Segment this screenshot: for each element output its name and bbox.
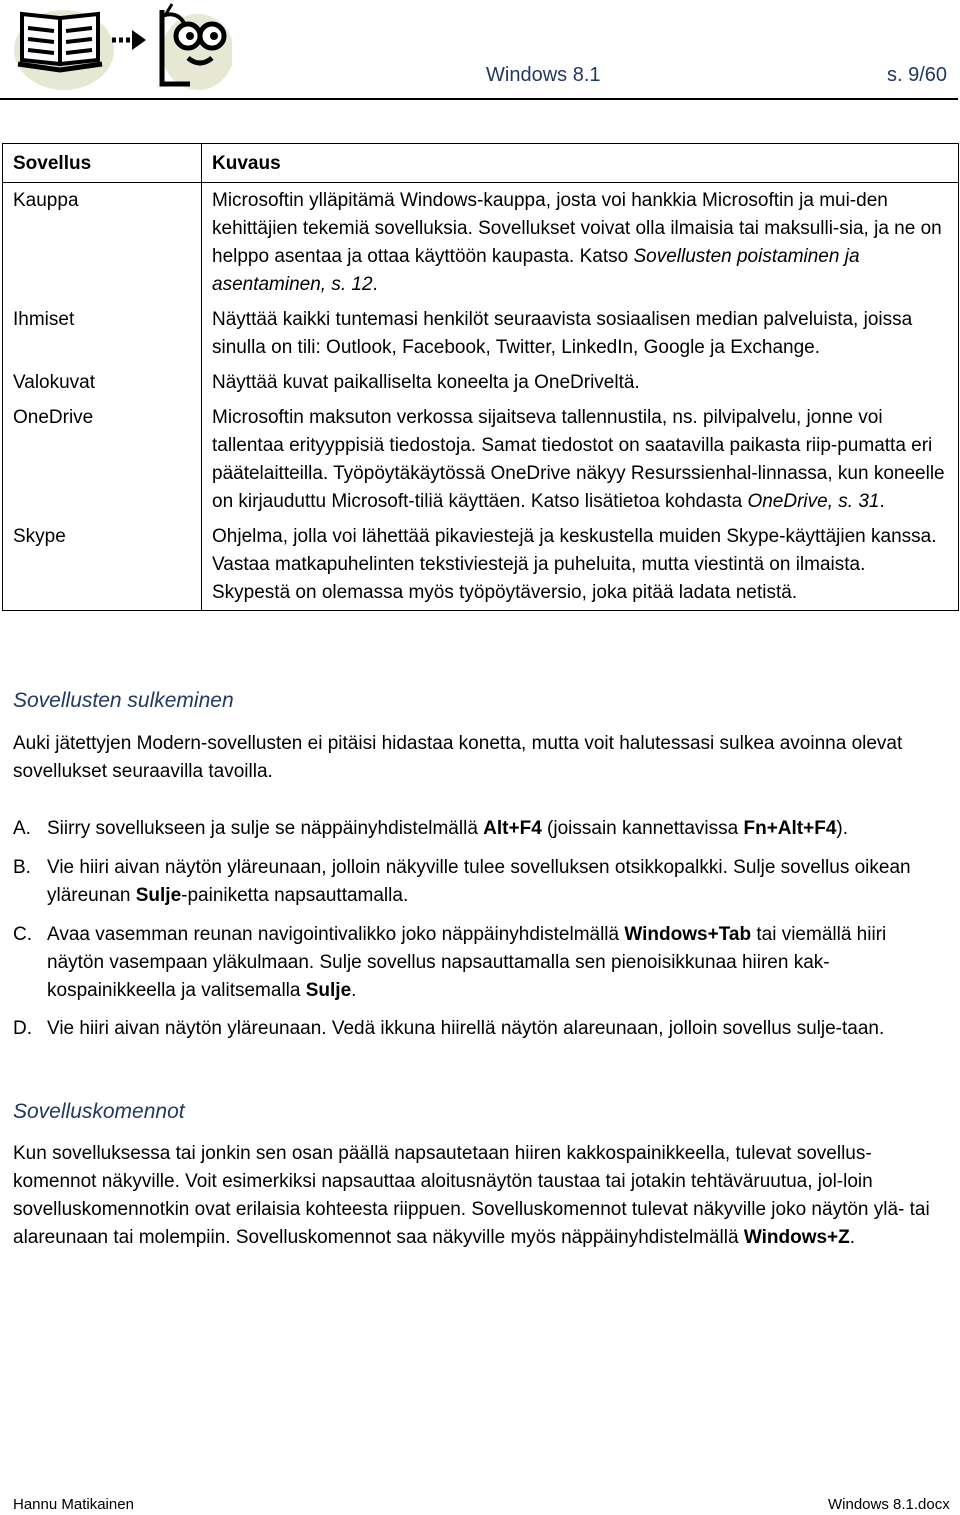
bold-text: Windows+Tab xyxy=(624,924,752,945)
text-run: . xyxy=(849,1227,856,1248)
footer-filename: Windows 8.1.docx xyxy=(828,1496,950,1513)
text-run: Siirry sovellukseen ja sulje se näppäinyhdistelmällä xyxy=(47,818,484,839)
footer-author: Hannu Matikainen xyxy=(13,1496,134,1513)
app-name-cell: OneDrive xyxy=(3,400,202,519)
book-to-person-icon xyxy=(12,2,232,94)
table-row xyxy=(3,183,959,303)
app-description-cell xyxy=(202,365,959,400)
list-item xyxy=(13,1015,948,1043)
app-description-cell xyxy=(202,400,959,519)
text-run: Microsoftin maksuton verkossa sijaitseva tallennustila, ns. pilvipalvelu, jonne voi tallentaa erityyppisiä tiedostoja. Samat tiedostot on saatavilla paikasta riip-pumatta eri päätelaitteilla. Työpöytäkäytössä OneDrive näkyy Resurssienhal-linnassa, kun koneelle on kirjauduttu Microsoft-tiliä käyttäen. Katso lisätietoa kohdasta xyxy=(212,407,945,512)
table-header-row xyxy=(3,144,959,183)
app-name-cell: Ihmiset xyxy=(3,302,202,365)
app-description-cell xyxy=(202,183,959,303)
apps-table-body xyxy=(3,183,959,611)
bold-text: Sulje xyxy=(305,980,352,1001)
text-run: Kun sovelluksessa tai jonkin sen osan päällä napsautetaan hiiren kakkospainikkeella, tulevat sovellus-komennot näkyville. Voit esimerkiksi napsauttaa aloitusnäytön taustaa tai jotakin tehtäväruutua, jol-loin sovelluskomennotkin ovat erilaisia kohteesta riippuen. Sovelluskomennot tulevat näkyville joko näytön ylä- tai alareunaan tai molempiin. Sovelluskomennot saa näkyville myös näppäinyhdistelmällä xyxy=(13,1143,930,1248)
list-item-text xyxy=(47,854,948,910)
commands-paragraph xyxy=(13,1140,948,1252)
page-number: s. 9/60 xyxy=(887,64,948,86)
text-run: Vie hiiri aivan näytön yläreunaan, jolloin näkyville tulee sovelluksen otsikkopalkki. Sulje sovellus oikean yläreunan xyxy=(47,857,911,906)
header-divider xyxy=(0,98,958,100)
text-run: . xyxy=(879,491,885,512)
text-run: . xyxy=(372,274,378,295)
list-item-letter: A. xyxy=(13,818,31,839)
section-heading-commands: Sovelluskomennot xyxy=(13,1100,185,1123)
bold-text: Fn+Alt+F4 xyxy=(743,818,837,839)
text-run: Näyttää kaikki tuntemasi henkilöt seuraavista sosiaalisen median palveluista, joissa sinulla on tili: Outlook, Facebook, Twitter, LinkedIn, Google ja Exchange. xyxy=(212,309,913,358)
section-heading-closing: Sovellusten sulkeminen xyxy=(13,689,234,712)
italic-reference: Sovellusten poistaminen ja asentaminen, s. 12 xyxy=(212,246,860,295)
text-run: Ohjelma, jolla voi lähettää pikaviestejä ja keskustella muiden Skype-käyttäjien kanssa. Vastaa matkapuhelinten tekstiviestejä ja puheluita, mutta viestintä on ilmaista. Skypestä on olemassa myös työpöytäversio, joka pitää ladata netistä. xyxy=(212,526,937,603)
app-description-cell xyxy=(202,302,959,365)
list-item xyxy=(13,854,948,910)
text-run: -painiketta napsauttamalla. xyxy=(181,885,409,906)
text-run: (joissain kannettavissa xyxy=(541,818,744,839)
list-item xyxy=(13,815,948,843)
header-logo xyxy=(12,2,232,94)
text-run: Microsoftin ylläpitämä Windows-kauppa, josta voi hankkia Microsoftin ja mui-den kehittäjien tekemiä sovelluksia. Sovellukset voivat olla ilmaisia tai maksulli-sia, ja ne on helppo asentaa ja ottaa käyttöön kaupasta. Katso xyxy=(212,190,942,267)
table-row xyxy=(3,400,959,519)
app-name-cell: Skype xyxy=(3,519,202,611)
list-item-text xyxy=(47,1015,948,1043)
list-item-letter: D. xyxy=(13,1018,32,1039)
apps-table xyxy=(2,143,959,611)
text-run: Avaa vasemman reunan navigointivalikko joko näppäinyhdistelmällä xyxy=(47,924,625,945)
list-item-letter: B. xyxy=(13,857,31,878)
list-item-text xyxy=(47,815,948,843)
text-run: tai viemällä hiiri näytön vasempaan yläkulmaan. Sulje sovellus napsauttamalla sen pienoisikkunaa hiiren kak-kospainikkeella ja valitsemalla xyxy=(47,924,887,1001)
document-title: Windows 8.1 xyxy=(486,64,601,86)
text-run: Vie hiiri aivan näytön yläreunaan. Vedä ikkuna hiirellä näytön alareunaan, jolloin sovellus sulje-taan. xyxy=(47,1018,885,1039)
italic-reference: OneDrive, s. 31 xyxy=(747,491,880,512)
bold-text: Windows+Z xyxy=(743,1227,850,1248)
text-run: . xyxy=(351,980,357,1001)
column-header-app: Sovellus xyxy=(3,144,202,183)
app-name-cell: Valokuvat xyxy=(3,365,202,400)
text-run: ). xyxy=(836,818,849,839)
app-description-cell xyxy=(202,519,959,611)
table-row xyxy=(3,519,959,611)
app-name-cell: Kauppa xyxy=(3,183,202,303)
list-item xyxy=(13,921,948,1005)
list-item-text xyxy=(47,921,948,1005)
table-row xyxy=(3,302,959,365)
bold-text: Sulje xyxy=(135,885,182,906)
closing-intro: Auki jätettyjen Modern-sovellusten ei pitäisi hidastaa konetta, mutta voit halutessasi sulkea avoinna olevat sovellukset seuraavilla tavoilla. xyxy=(13,733,903,782)
list-item-letter: C. xyxy=(13,924,32,945)
column-header-description: Kuvaus xyxy=(202,144,959,183)
bold-text: Alt+F4 xyxy=(483,818,542,839)
text-run: Näyttää kuvat paikalliselta koneelta ja OneDriveltä. xyxy=(212,372,640,393)
table-row xyxy=(3,365,959,400)
